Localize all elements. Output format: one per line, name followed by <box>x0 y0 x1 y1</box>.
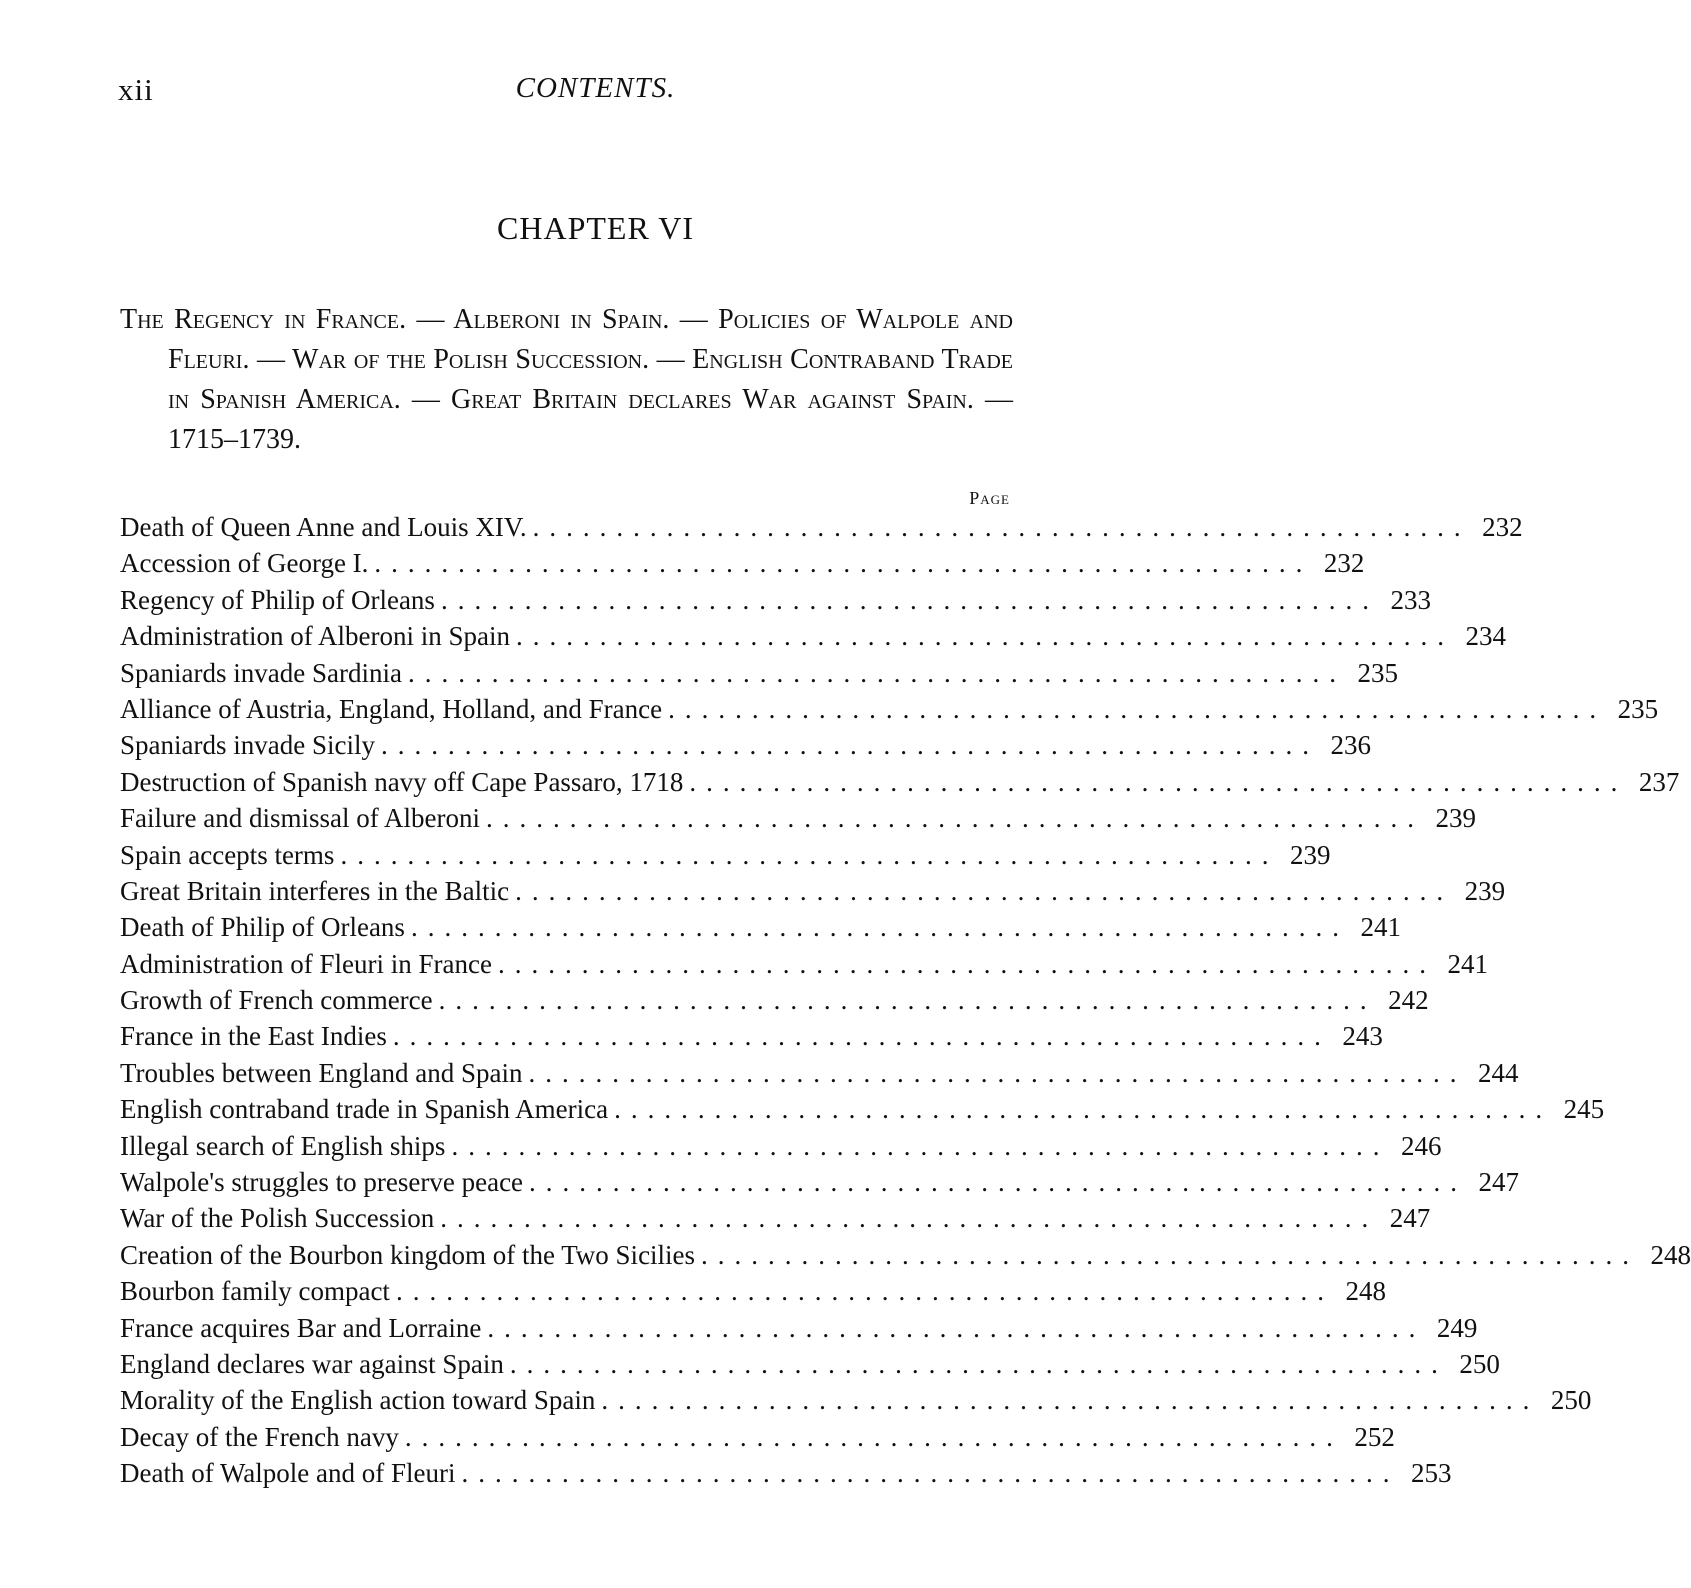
toc-entry-title: Death of Philip of Orleans <box>120 912 405 943</box>
toc-entry-title: Destruction of Spanish navy off Cape Passaro, 1718 <box>120 766 684 797</box>
toc-entry-page: 250 <box>1550 1385 1592 1416</box>
toc-entry-page: 234 <box>1465 621 1506 652</box>
toc-entry-page: 248 <box>1650 1239 1691 1270</box>
toc-entry <box>120 1239 1691 1276</box>
toc-entry-page: 239 <box>1464 875 1506 906</box>
toc-entry-title: Growth of French commerce <box>120 985 433 1016</box>
toc-entry-title: England declares war against Spain <box>120 1348 504 1379</box>
toc-entry-title: Regency of Philip of Orleans <box>120 584 435 615</box>
toc-entry <box>120 1385 1592 1421</box>
toc-entry <box>120 839 1331 876</box>
dot-leader: ........................................................ <box>440 584 1379 615</box>
toc-entry-page: 246 <box>1400 1130 1442 1161</box>
toc-entry <box>120 693 1659 730</box>
toc-entry-title: Failure and dismissal of Alberoni <box>120 803 480 834</box>
toc-entry <box>120 766 1680 803</box>
dot-leader: ........................................................ <box>410 912 1349 943</box>
toc-entry <box>120 1203 1431 1239</box>
toc-entry <box>120 985 1429 1021</box>
toc-entry <box>120 548 1365 584</box>
toc-entry-title: Bourbon family compact <box>120 1276 390 1307</box>
toc-entry-title: Walpole's struggles to preserve peace <box>120 1167 524 1198</box>
toc-entry <box>120 912 1401 948</box>
dot-leader: ........................................................ <box>528 1057 1467 1088</box>
dot-leader: ........................................................ <box>485 803 1424 834</box>
toc-entry <box>120 948 1488 985</box>
toc-entry <box>120 512 1523 548</box>
dot-leader: ........................................................ <box>461 1458 1400 1489</box>
dot-leader: ........................................................ <box>668 693 1607 724</box>
toc-entry-title: Death of Queen Anne and Louis XIV. <box>120 512 527 542</box>
toc-entry <box>120 875 1506 912</box>
toc-entry <box>120 730 1371 766</box>
toc-entry-title: Morality of the English action toward Spain <box>120 1385 596 1416</box>
toc-entry-title: Creation of the Bourbon kingdom of the Two Sicilies <box>120 1239 696 1270</box>
toc-entry-title: Spain accepts terms <box>120 839 335 870</box>
chapter-heading: CHAPTER VI <box>497 210 694 246</box>
toc-entry <box>120 584 1431 621</box>
toc-entry-title: Death of Walpole and of Fleuri <box>120 1458 456 1489</box>
dot-leader: ........................................................ <box>440 1203 1379 1234</box>
page-column-label: Page <box>969 488 1010 508</box>
dot-leader: ........................................................ <box>601 1385 1540 1416</box>
chapter-summary: The Regency in France. — Alberoni in Spain. — Policies of Walpole and Fleuri. — War of the Polish Succession. — English Contraband Trade in Spanish America. — Great Britain declares War against Spain. — 1715–1739. <box>120 304 1013 455</box>
dot-leader: ........................................................ <box>407 657 1346 688</box>
toc-entry-page: 239 <box>1435 803 1476 834</box>
toc-entry-page: 237 <box>1638 766 1680 797</box>
page-number: xii <box>118 72 154 107</box>
toc-entry <box>120 1130 1442 1167</box>
table-of-contents <box>120 512 1691 1495</box>
dot-leader: ........................................................ <box>380 730 1319 761</box>
dot-leader: ........................................................ <box>451 1130 1390 1161</box>
dot-leader: ........................................................ <box>340 839 1279 870</box>
toc-entry-title: Great Britain interferes in the Baltic <box>120 875 510 906</box>
toc-entry-title: France acquires Bar and Lorraine <box>120 1312 482 1343</box>
toc-entry <box>120 1167 1520 1203</box>
toc-entry <box>120 1458 1452 1494</box>
toc-entry-page: 247 <box>1478 1167 1520 1198</box>
toc-entry-page: 244 <box>1477 1057 1519 1088</box>
toc-entry-title: Spaniards invade Sicily <box>120 730 375 761</box>
dot-leader: ........................................................ <box>701 1239 1640 1270</box>
toc-entry-title: France in the East Indies <box>120 1021 387 1052</box>
toc-entry-title: Accession of George I. <box>120 548 369 579</box>
toc-entry-page: 235 <box>1357 657 1398 688</box>
dot-leader: ........................................................ <box>392 1021 1331 1052</box>
toc-entry-title: War of the Polish Succession <box>120 1203 435 1234</box>
dot-leader: ........................................................ <box>515 875 1454 906</box>
toc-entry-page: 235 <box>1617 693 1659 724</box>
dot-leader: ........................................................ <box>614 1094 1553 1125</box>
toc-entry-page: 249 <box>1436 1312 1478 1343</box>
dot-leader: ........................................................ <box>532 512 1471 542</box>
toc-entry-page: 253 <box>1410 1458 1452 1489</box>
toc-entry-title: Spaniards invade Sardinia <box>120 657 402 688</box>
toc-entry <box>120 1312 1478 1349</box>
toc-entry-page: 243 <box>1342 1021 1383 1052</box>
dot-leader: ........................................................ <box>438 985 1377 1016</box>
toc-entry-title: Troubles between England and Spain <box>120 1057 523 1088</box>
toc-entry-page: 236 <box>1330 730 1371 761</box>
dot-leader: ........................................................ <box>487 1312 1426 1343</box>
running-title: CONTENTS. <box>515 72 676 104</box>
toc-entry <box>120 1421 1395 1458</box>
toc-entry-title: Administration of Alberoni in Spain <box>120 621 510 652</box>
toc-entry-page: 232 <box>1482 512 1523 542</box>
dot-leader: ........................................................ <box>509 1348 1448 1379</box>
toc-entry-page: 232 <box>1323 548 1365 579</box>
toc-entry <box>120 1094 1605 1130</box>
toc-entry-page: 248 <box>1345 1276 1386 1307</box>
toc-entry <box>120 1276 1386 1312</box>
toc-entry-page: 239 <box>1289 839 1331 870</box>
toc-entry-title: Decay of the French navy <box>120 1421 399 1452</box>
dot-leader: ........................................................ <box>374 548 1313 579</box>
toc-entry-page: 242 <box>1388 985 1429 1016</box>
dot-leader: ........................................................ <box>515 621 1454 652</box>
toc-entry-page: 252 <box>1354 1421 1395 1452</box>
toc-entry-title: Administration of Fleuri in France <box>120 948 492 979</box>
dot-leader: ........................................................ <box>404 1421 1343 1452</box>
toc-entry-page: 241 <box>1447 948 1488 979</box>
toc-entry <box>120 1057 1519 1094</box>
toc-entry-title: Illegal search of English ships <box>120 1130 446 1161</box>
toc-entry-page: 247 <box>1389 1203 1431 1234</box>
toc-entry <box>120 803 1476 839</box>
dot-leader: ........................................................ <box>529 1167 1468 1198</box>
dot-leader: ........................................................ <box>689 766 1628 797</box>
toc-entry-page: 233 <box>1390 584 1431 615</box>
toc-entry-page: 250 <box>1459 1348 1500 1379</box>
toc-entry-page: 241 <box>1360 912 1401 943</box>
toc-entry <box>120 1021 1383 1057</box>
dot-leader: ........................................................ <box>395 1276 1334 1307</box>
toc-entry-title: English contraband trade in Spanish America <box>120 1094 609 1125</box>
toc-entry-title: Alliance of Austria, England, Holland, and France <box>120 693 663 724</box>
toc-entry-page: 245 <box>1563 1094 1605 1125</box>
dot-leader: ........................................................ <box>497 948 1436 979</box>
toc-entry <box>120 1348 1500 1385</box>
toc-entry <box>120 657 1398 694</box>
toc-entry <box>120 621 1506 657</box>
